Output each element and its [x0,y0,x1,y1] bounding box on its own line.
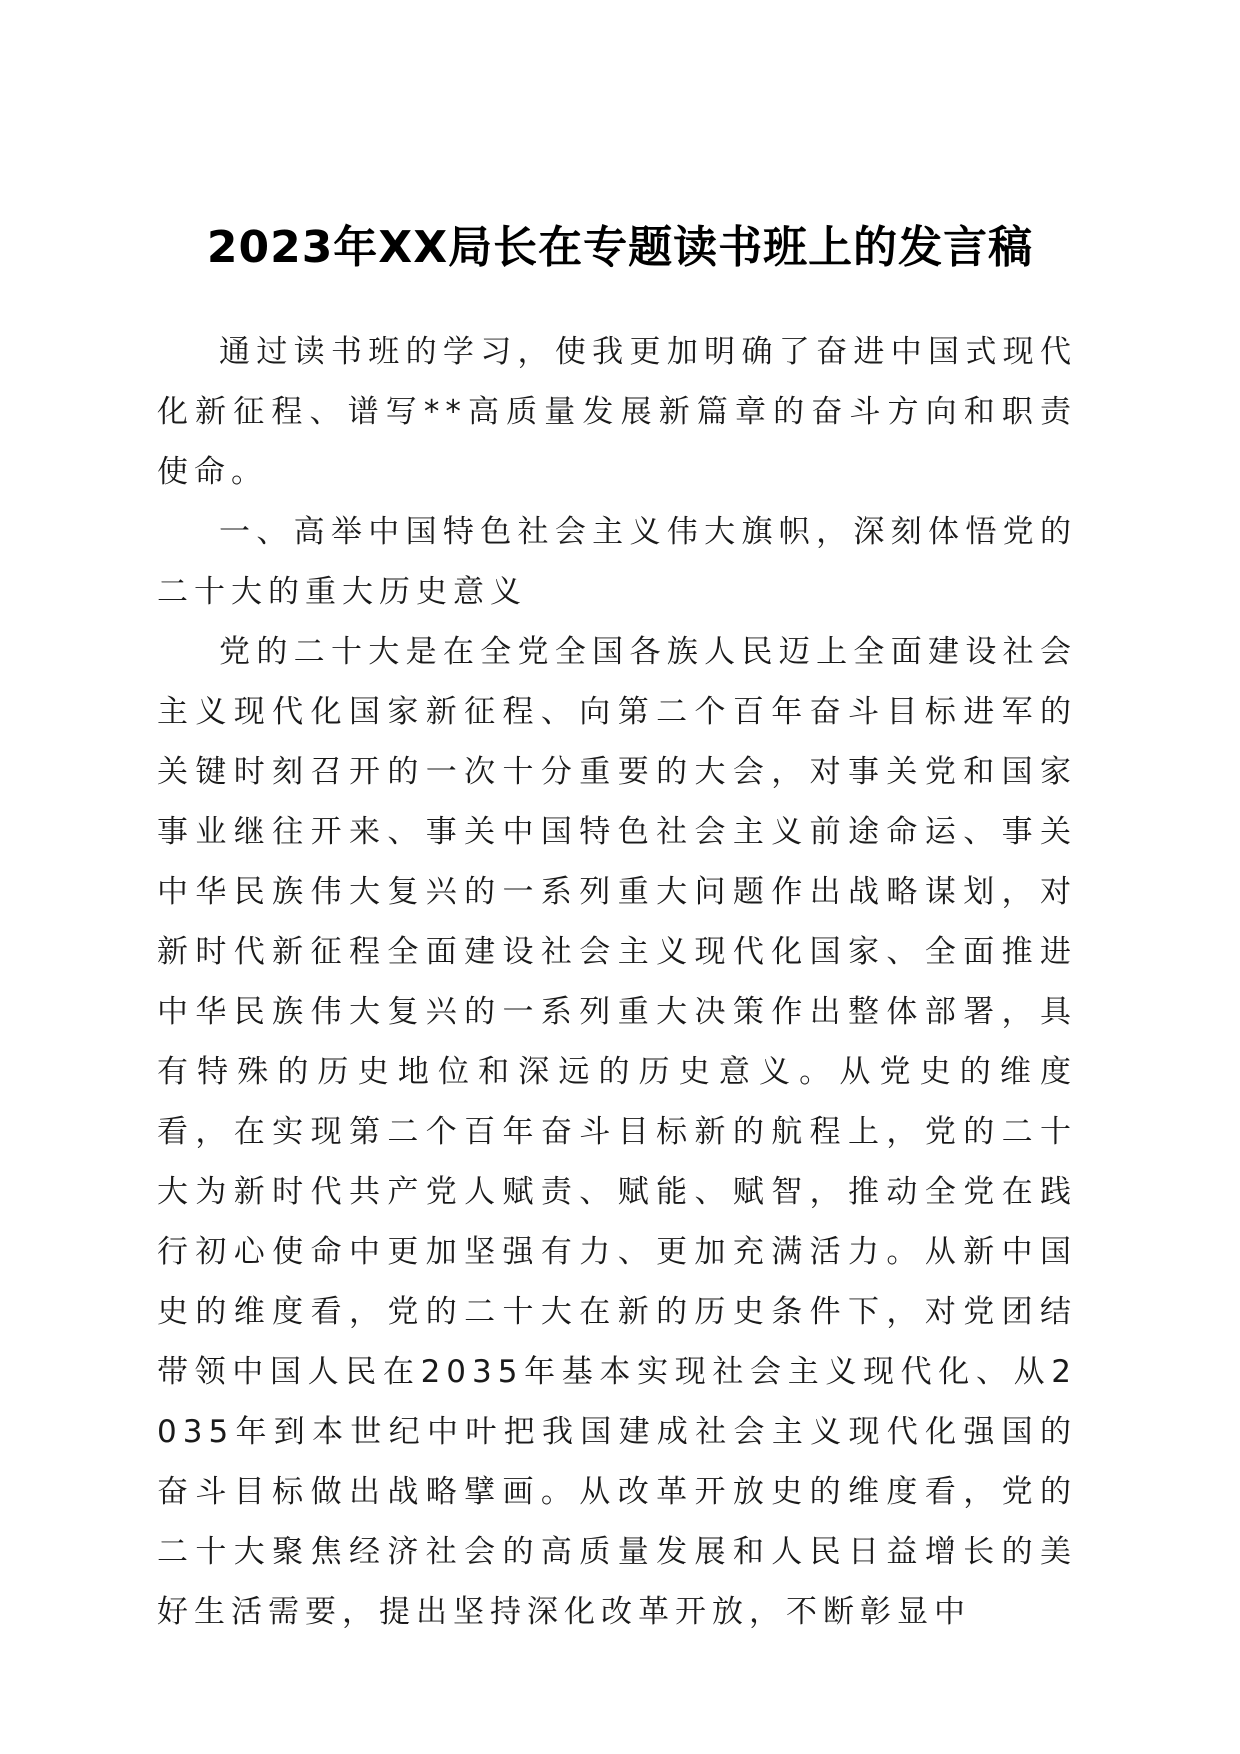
paragraph-body: 党的二十大是在全党全国各族人民迈上全面建设社会主义现代化国家新征程、向第二个百年奋斗目标进军的关键时刻召开的一次十分重要的大会，对事关党和国家事业继往开来、事关中国特色社会主义前途命运、事关中华民族伟大复兴的一系列重大问题作出战略谋划，对新时代新征程全面建设社会主义现代化国家、全面推进中华民族伟大复兴的一系列重大决策作出整体部署，具有特殊的历史地位和深远的历史意义。从党史的维度看，在实现第二个百年奋斗目标新的航程上，党的二十大为新时代共产党人赋责、赋能、赋智，推动全党在践行初心使命中更加坚强有力、更加充满活力。从新中国史的维度看，党的二十大在新的历史条件下，对党团结带领中国人民在2035年基本实现社会主义现代化、从2035年到本世纪中叶把我国建成社会主义现代化强国的奋斗目标做出战略擘画。从改革开放史的维度看，党的二十大聚焦经济社会的高质量发展和人民日益增长的美好生活需要，提出坚持深化改革开放，不断彰显中 [157,634,1077,1630]
document-title: 2023年XX局长在专题读书班上的发言稿 [206,222,1034,273]
document-body [157,322,1077,1642]
paragraph-section-heading: 一、高举中国特色社会主义伟大旗帜，深刻体悟党的二十大的重大历史意义 [157,514,1077,610]
paragraph-intro: 通过读书班的学习，使我更加明确了奋进中国式现代化新征程、谱写**高质量发展新篇章的奋斗方向和职责使命。 [157,334,1077,490]
